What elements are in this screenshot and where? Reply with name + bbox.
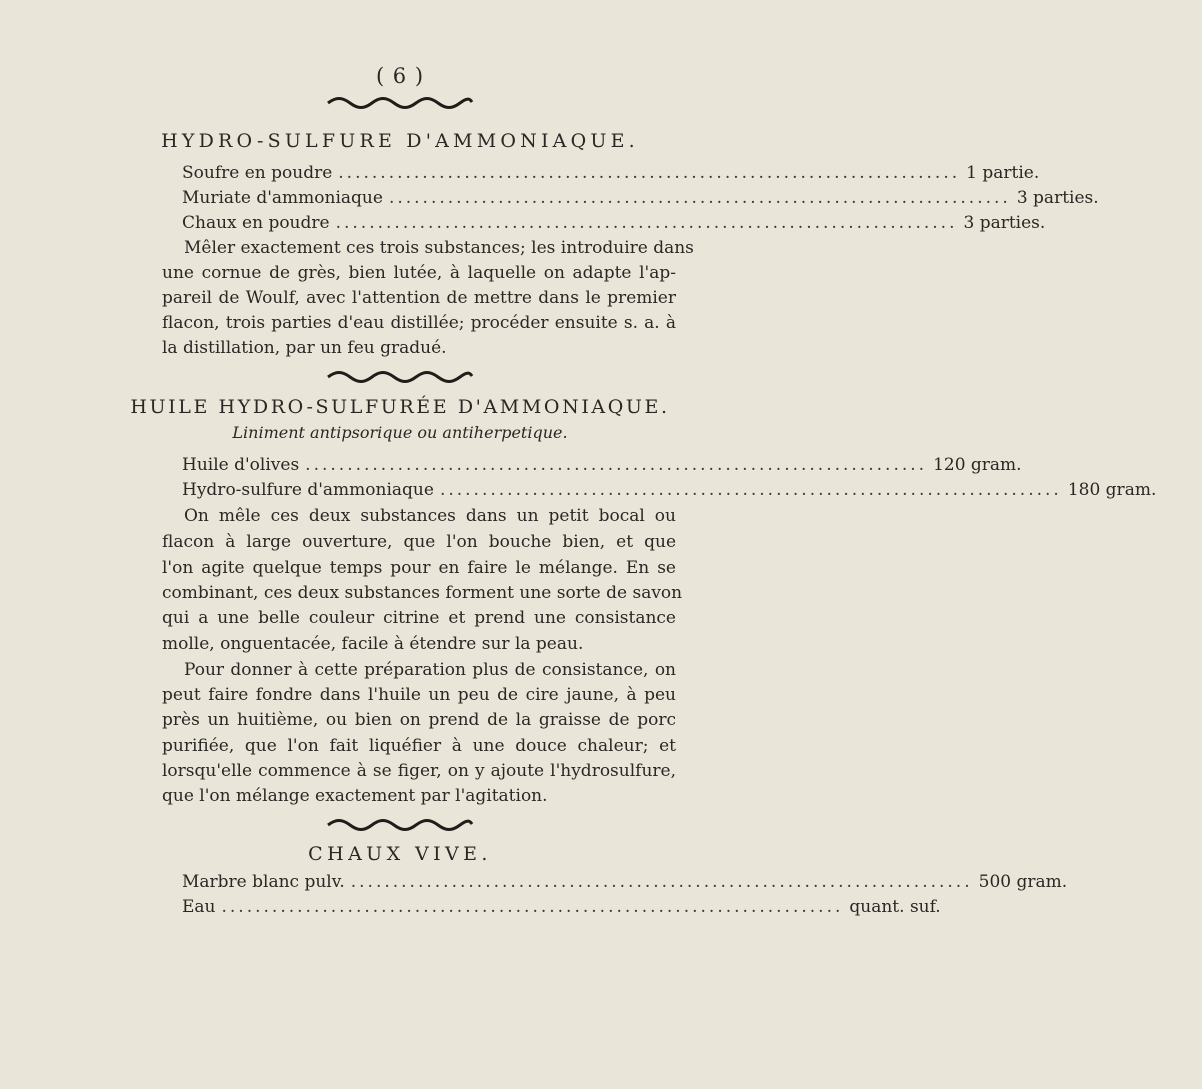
dot-leader: ..........................................................................: [350, 872, 973, 892]
dot-leader: ..........................................................................: [221, 897, 844, 917]
paragraph-line: l'on agite quelque temps pour en faire le mélange. En se: [162, 558, 676, 578]
section-title-chaux: CHAUX VIVE.: [308, 843, 492, 865]
paragraph-line: molle, onguentacée, facile à étendre sur la peau.: [162, 634, 584, 654]
recipe-row: [162, 869, 1068, 895]
paragraph-line: une cornue de grès, bien lutée, à laquelle on adapte l'ap-: [162, 263, 676, 283]
recipe-row: [162, 185, 1099, 211]
dot-leader: ..........................................................................: [305, 455, 928, 475]
paragraph-line: Pour donner à cette préparation plus de consistance, on: [184, 660, 676, 680]
paragraph-line: près un huitième, ou bien on prend de la graisse de porc: [162, 710, 676, 730]
page-number: ( 6 ): [375, 64, 425, 88]
paragraph-line: Mêler exactement ces trois substances; les introduire dans: [184, 238, 694, 258]
recipe-row: [162, 477, 1157, 503]
ingredient-name: Eau: [182, 897, 216, 917]
recipe-row: [162, 210, 1046, 236]
wave-ornament: [0, 96, 800, 110]
ingredient-quantity: 180 gram.: [1067, 480, 1157, 500]
paragraph-line: flacon, trois parties d'eau distillée; procéder ensuite s. a. à: [162, 313, 676, 333]
wave-ornament: [0, 370, 800, 384]
ingredient-name: Chaux en poudre: [182, 213, 330, 233]
section-title-huile: HUILE HYDRO-SULFURÉE D'AMMONIAQUE.: [130, 396, 670, 418]
paragraph-line: que l'on mélange exactement par l'agitation.: [162, 786, 548, 806]
ingredient-quantity: 3 parties.: [1016, 188, 1099, 208]
dot-leader: ..........................................................................: [335, 213, 958, 233]
paragraph-line: On mêle ces deux substances dans un petit bocal ou: [184, 506, 676, 526]
paragraph-line: purifiée, que l'on fait liquéfier à une douce chaleur; et: [162, 736, 676, 756]
paragraph-line: peut faire fondre dans l'huile un peu de cire jaune, à peu: [162, 685, 676, 705]
dot-leader: ..........................................................................: [338, 163, 961, 183]
section-subtitle: Liniment antipsorique ou antiherpetique.: [232, 423, 568, 442]
ingredient-name: Muriate d'ammoniaque: [182, 188, 383, 208]
recipe-row: [162, 160, 1040, 186]
section-title-hydrosulfure: HYDRO-SULFURE D'AMMONIAQUE.: [161, 130, 639, 152]
ingredient-quantity: 1 partie.: [966, 163, 1040, 183]
paragraph-line: la distillation, par un feu gradué.: [162, 338, 447, 358]
paragraph-line: combinant, ces deux substances forment une sorte de savon: [162, 583, 683, 603]
ingredient-quantity: 500 gram.: [978, 872, 1068, 892]
dot-leader: ..........................................................................: [388, 188, 1011, 208]
ingredient-quantity: quant. suf.: [849, 897, 941, 917]
ingredient-name: Soufre en poudre: [182, 163, 333, 183]
recipe-row: [162, 452, 1022, 478]
ingredient-quantity: 120 gram.: [933, 455, 1022, 475]
ingredient-name: Huile d'olives: [182, 455, 300, 475]
ingredient-name: Hydro-sulfure d'ammoniaque: [182, 480, 434, 500]
ingredient-name: Marbre blanc pulv.: [182, 872, 345, 892]
ingredient-quantity: 3 parties.: [963, 213, 1046, 233]
paragraph-line: lorsqu'elle commence à se figer, on y ajoute l'hydrosulfure,: [162, 761, 676, 781]
paragraph-line: pareil de Woulf, avec l'attention de mettre dans le premier: [162, 288, 676, 308]
dot-leader: ..........................................................................: [439, 480, 1062, 500]
recipe-row: [162, 894, 941, 920]
wave-ornament: [0, 818, 800, 832]
paragraph-line: qui a une belle couleur citrine et prend une consistance: [162, 608, 676, 628]
paragraph-line: flacon à large ouverture, que l'on bouche bien, et que: [162, 532, 676, 552]
